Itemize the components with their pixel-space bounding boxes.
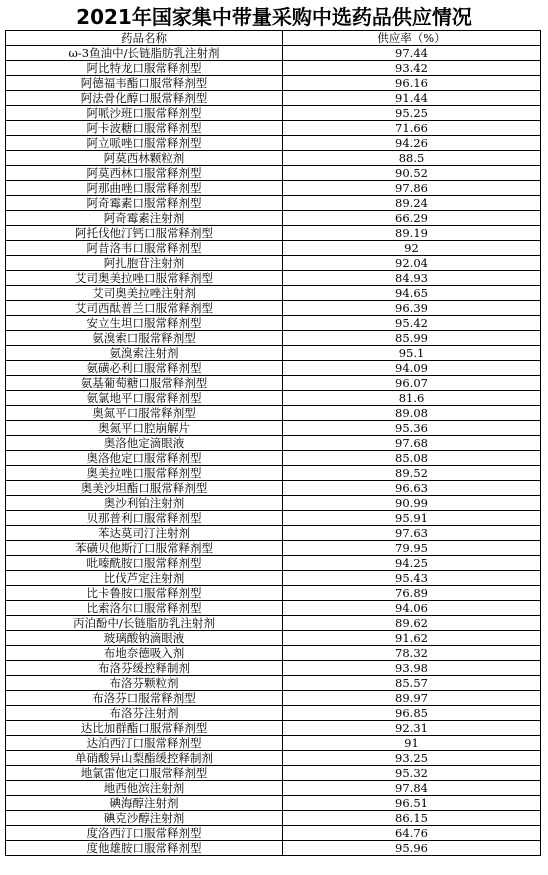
table-row	[6, 646, 541, 661]
table-row	[6, 556, 541, 571]
supply-rate-cell: 95.43	[283, 571, 541, 586]
page-title: 2021年国家集中带量采购中选药品供应情况	[76, 5, 472, 29]
drug-name-cell: 贝那普利口服常释剂型	[6, 511, 283, 526]
supply-rate-cell: 90.52	[283, 166, 541, 181]
drug-name-cell: 布洛芬口服常释剂型	[6, 691, 283, 706]
supply-rate-cell: 89.52	[283, 466, 541, 481]
supply-rate-cell: 96.39	[283, 301, 541, 316]
table-row	[6, 331, 541, 346]
table-header-row	[6, 31, 541, 46]
supply-rate-cell: 94.06	[283, 601, 541, 616]
table-row	[6, 121, 541, 136]
supply-rate-cell: 92.31	[283, 721, 541, 736]
table-row	[6, 61, 541, 76]
supply-rate-cell: 78.32	[283, 646, 541, 661]
supply-rate-cell: 81.6	[283, 391, 541, 406]
table-row	[6, 766, 541, 781]
table-row	[6, 271, 541, 286]
drug-name-cell: 比卡鲁胺口服常释剂型	[6, 586, 283, 601]
drug-name-cell: 比伐芦定注射剂	[6, 571, 283, 586]
supply-table	[5, 30, 541, 856]
drug-name-cell: 阿那曲唑口服常释剂型	[6, 181, 283, 196]
table-row	[6, 136, 541, 151]
supply-rate-cell: 85.08	[283, 451, 541, 466]
supply-rate-cell: 95.25	[283, 106, 541, 121]
drug-name-cell: 安立生坦口服常释剂型	[6, 316, 283, 331]
supply-rate-cell: 97.68	[283, 436, 541, 451]
supply-rate-cell: 95.36	[283, 421, 541, 436]
drug-name-cell: 阿哌沙班口服常释剂型	[6, 106, 283, 121]
drug-name-cell: 阿德福韦酯口服常释剂型	[6, 76, 283, 91]
table-row	[6, 736, 541, 751]
supply-rate-cell: 96.16	[283, 76, 541, 91]
drug-name-cell: 奥沙利铂注射剂	[6, 496, 283, 511]
supply-rate-cell: 88.5	[283, 151, 541, 166]
supply-rate-cell: 66.29	[283, 211, 541, 226]
supply-rate-cell: 89.97	[283, 691, 541, 706]
header-drug-name: 药品名称	[6, 31, 283, 46]
table-row	[6, 751, 541, 766]
drug-name-cell: 艾司奥美拉唑注射剂	[6, 286, 283, 301]
supply-rate-cell: 89.24	[283, 196, 541, 211]
drug-name-cell: 氨磺必利口服常释剂型	[6, 361, 283, 376]
drug-name-cell: 布地奈德吸入剂	[6, 646, 283, 661]
drug-name-cell: 艾司西酞普兰口服常释剂型	[6, 301, 283, 316]
drug-name-cell: 度洛西汀口服常释剂型	[6, 826, 283, 841]
supply-rate-cell: 94.09	[283, 361, 541, 376]
drug-name-cell: 比索洛尔口服常释剂型	[6, 601, 283, 616]
table-row	[6, 826, 541, 841]
supply-rate-cell: 85.99	[283, 331, 541, 346]
table-row	[6, 226, 541, 241]
drug-name-cell: 苯磺贝他斯汀口服常释剂型	[6, 541, 283, 556]
table-row	[6, 451, 541, 466]
supply-rate-cell: 93.42	[283, 61, 541, 76]
table-row	[6, 91, 541, 106]
header-supply-rate: 供应率（%）	[283, 31, 541, 46]
drug-name-cell: 苯达莫司汀注射剂	[6, 526, 283, 541]
supply-rate-cell: 64.76	[283, 826, 541, 841]
table-row	[6, 481, 541, 496]
drug-name-cell: 吡嗪酰胺口服常释剂型	[6, 556, 283, 571]
table-row	[6, 151, 541, 166]
table-row	[6, 691, 541, 706]
drug-name-cell: 奥洛他定滴眼液	[6, 436, 283, 451]
supply-rate-cell: 89.19	[283, 226, 541, 241]
table-row	[6, 796, 541, 811]
supply-rate-cell: 96.51	[283, 796, 541, 811]
drug-name-cell: 氨基葡萄糖口服常释剂型	[6, 376, 283, 391]
table-row	[6, 361, 541, 376]
supply-rate-cell: 86.15	[283, 811, 541, 826]
table-row	[6, 301, 541, 316]
table-row	[6, 421, 541, 436]
table-row	[6, 211, 541, 226]
supply-rate-cell: 93.25	[283, 751, 541, 766]
table-row	[6, 376, 541, 391]
drug-name-cell: 奥美拉唑口服常释剂型	[6, 466, 283, 481]
drug-name-cell: 阿奇霉素口服常释剂型	[6, 196, 283, 211]
table-row	[6, 46, 541, 61]
drug-name-cell: 丙泊酚中/长链脂肪乳注射剂	[6, 616, 283, 631]
supply-rate-cell: 92.04	[283, 256, 541, 271]
table-row	[6, 391, 541, 406]
drug-name-cell: 单硝酸异山梨酯缓控释制剂	[6, 751, 283, 766]
table-row	[6, 676, 541, 691]
drug-name-cell: 阿昔洛韦口服常释剂型	[6, 241, 283, 256]
supply-rate-cell: 94.65	[283, 286, 541, 301]
drug-name-cell: 奥洛他定口服常释剂型	[6, 451, 283, 466]
drug-name-cell: 阿莫西林口服常释剂型	[6, 166, 283, 181]
supply-rate-cell: 94.25	[283, 556, 541, 571]
drug-name-cell: 布洛芬注射剂	[6, 706, 283, 721]
drug-name-cell: 阿扎胞苷注射剂	[6, 256, 283, 271]
drug-name-cell: 阿托伐他汀钙口服常释剂型	[6, 226, 283, 241]
table-row	[6, 316, 541, 331]
table-row	[6, 526, 541, 541]
drug-name-cell: 地西他滨注射剂	[6, 781, 283, 796]
drug-name-cell: 阿莫西林颗粒剂	[6, 151, 283, 166]
table-row	[6, 196, 541, 211]
table-row	[6, 586, 541, 601]
drug-name-cell: 阿法骨化醇口服常释剂型	[6, 91, 283, 106]
drug-name-cell: 奥氮平口腔崩解片	[6, 421, 283, 436]
table-row	[6, 661, 541, 676]
drug-name-cell: 阿立哌唑口服常释剂型	[6, 136, 283, 151]
supply-rate-cell: 92	[283, 241, 541, 256]
drug-name-cell: 艾司奥美拉唑口服常释剂型	[6, 271, 283, 286]
supply-rate-cell: 90.99	[283, 496, 541, 511]
supply-rate-cell: 97.44	[283, 46, 541, 61]
drug-name-cell: 氨氯地平口服常释剂型	[6, 391, 283, 406]
supply-rate-cell: 96.07	[283, 376, 541, 391]
supply-rate-cell: 91.62	[283, 631, 541, 646]
table-row	[6, 601, 541, 616]
supply-rate-cell: 89.08	[283, 406, 541, 421]
table-row	[6, 571, 541, 586]
table-row	[6, 286, 541, 301]
supply-rate-cell: 97.86	[283, 181, 541, 196]
table-row	[6, 496, 541, 511]
drug-name-cell: 碘克沙醇注射剂	[6, 811, 283, 826]
drug-name-cell: 阿卡波糖口服常释剂型	[6, 121, 283, 136]
table-row	[6, 241, 541, 256]
table-row	[6, 721, 541, 736]
supply-rate-cell: 71.66	[283, 121, 541, 136]
table-row	[6, 436, 541, 451]
drug-name-cell: 奥氮平口服常释剂型	[6, 406, 283, 421]
supply-rate-cell: 97.63	[283, 526, 541, 541]
drug-name-cell: 氨溴索注射剂	[6, 346, 283, 361]
drug-name-cell: 氨溴索口服常释剂型	[6, 331, 283, 346]
table-row	[6, 841, 541, 856]
table-row	[6, 256, 541, 271]
table-row	[6, 511, 541, 526]
supply-rate-cell: 95.42	[283, 316, 541, 331]
supply-rate-cell: 94.26	[283, 136, 541, 151]
drug-name-cell: 地氯雷他定口服常释剂型	[6, 766, 283, 781]
table-row	[6, 811, 541, 826]
supply-rate-cell: 96.63	[283, 481, 541, 496]
supply-rate-cell: 97.84	[283, 781, 541, 796]
drug-name-cell: 阿比特龙口服常释剂型	[6, 61, 283, 76]
table-row	[6, 781, 541, 796]
drug-name-cell: 达泊西汀口服常释剂型	[6, 736, 283, 751]
table-row	[6, 616, 541, 631]
drug-name-cell: 布洛芬颗粒剂	[6, 676, 283, 691]
supply-rate-cell: 79.95	[283, 541, 541, 556]
drug-name-cell: 度他雄胺口服常释剂型	[6, 841, 283, 856]
supply-rate-cell: 85.57	[283, 676, 541, 691]
supply-rate-cell: 93.98	[283, 661, 541, 676]
supply-rate-cell: 91.44	[283, 91, 541, 106]
table-row	[6, 76, 541, 91]
drug-name-cell: 布洛芬缓控释制剂	[6, 661, 283, 676]
table-row	[6, 631, 541, 646]
drug-name-cell: 碘海醇注射剂	[6, 796, 283, 811]
table-row	[6, 706, 541, 721]
table-row	[6, 346, 541, 361]
supply-rate-cell: 96.85	[283, 706, 541, 721]
table-row	[6, 541, 541, 556]
supply-rate-cell: 95.96	[283, 841, 541, 856]
supply-rate-cell: 95.91	[283, 511, 541, 526]
drug-name-cell: 阿奇霉素注射剂	[6, 211, 283, 226]
supply-rate-cell: 84.93	[283, 271, 541, 286]
table-row	[6, 466, 541, 481]
supply-rate-cell: 89.62	[283, 616, 541, 631]
table-row	[6, 166, 541, 181]
supply-rate-cell: 76.89	[283, 586, 541, 601]
drug-name-cell: 达比加群酯口服常释剂型	[6, 721, 283, 736]
supply-rate-cell: 95.32	[283, 766, 541, 781]
table-row	[6, 406, 541, 421]
table-body	[6, 46, 541, 856]
drug-name-cell: 玻璃酸钠滴眼液	[6, 631, 283, 646]
table-row	[6, 181, 541, 196]
drug-name-cell: 奥美沙坦酯口服常释剂型	[6, 481, 283, 496]
table-row	[6, 106, 541, 121]
supply-rate-cell: 95.1	[283, 346, 541, 361]
supply-rate-cell: 91	[283, 736, 541, 751]
drug-name-cell: ω-3鱼油中/长链脂肪乳注射剂	[6, 46, 283, 61]
